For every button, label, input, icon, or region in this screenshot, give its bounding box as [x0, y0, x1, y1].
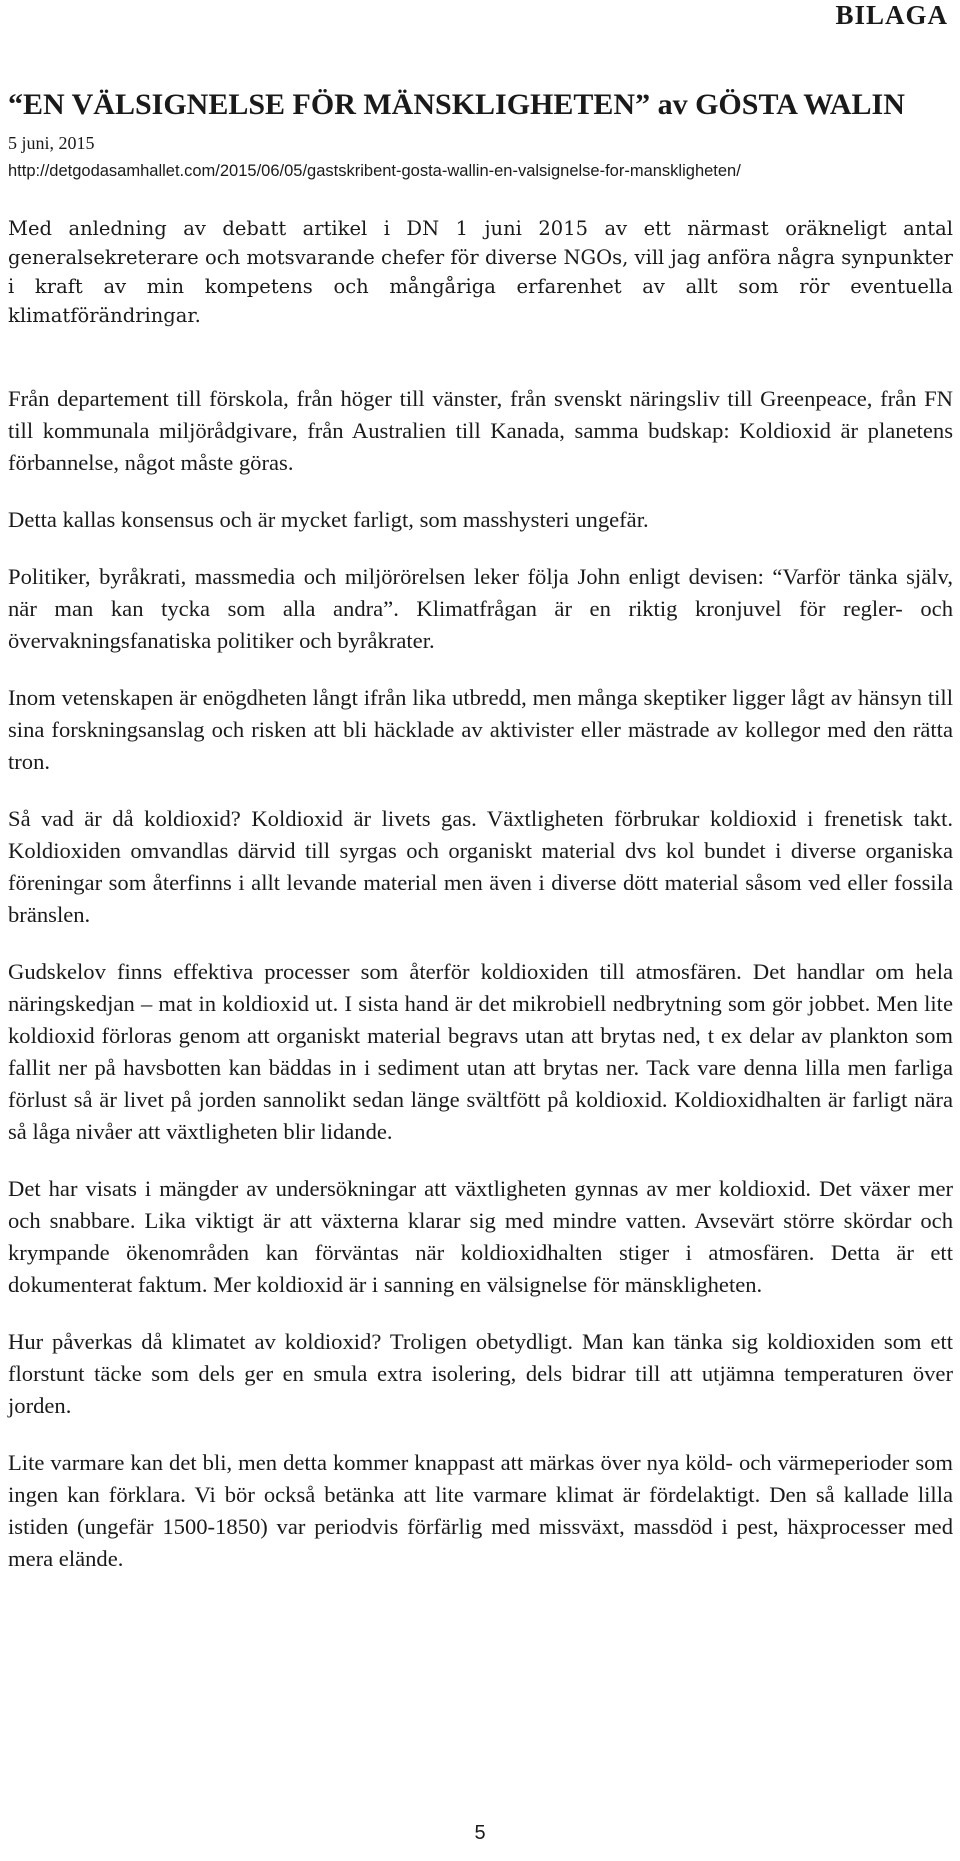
bilaga-label: BILAGA — [835, 0, 948, 30]
article-url[interactable]: http://detgodasamhallet.com/2015/06/05/gastskribent-gosta-wallin-en-valsignelse-for-manskligheten/ — [8, 162, 741, 180]
body-paragraph: Så vad är då koldioxid? Koldioxid är livets gas. Växtligheten förbrukar koldioxid i frenetisk takt. Koldioxiden omvandlas därvid till syrgas och organiskt material dvs kol bundet i diverse organiska föreningar som återfinns i allt levande material men även i diverse dött material såsom ved eller fossila bränslen. — [8, 806, 953, 927]
body-paragraph: Hur påverkas då klimatet av koldioxid? Troligen obetydligt. Man kan tänka sig koldioxiden som ett florstunt täcke som dels ger en smula extra isolering, dels bidrar till att utjämna temperaturen över jorden. — [8, 1329, 953, 1418]
article-title: “EN VÄLSIGNELSE FÖR MÄNSKLIGHETEN” av GÖSTA WALIN — [8, 88, 905, 121]
body-paragraph: Politiker, byråkrati, massmedia och miljörörelsen leker följa John enligt devisen: “Varför tänka själv, när man kan tycka som alla andra”. Klimatfrågan är en riktig kronjuvel för regler- och övervakningsfanatiska politiker och byråkrater. — [8, 564, 953, 653]
body-paragraph: Inom vetenskapen är enögdheten långt ifrån lika utbredd, men många skeptiker ligger lågt av hänsyn till sina forskningsanslag och risken att bli häcklade av aktivister eller mästrade av kollegor med den rätta tron. — [8, 685, 953, 774]
article-date: 5 juni, 2015 — [8, 133, 95, 153]
body-paragraph: Det har visats i mängder av undersökningar att växtligheten gynnas av mer koldioxid. Det växer mer och snabbare. Lika viktigt är att växterna klarar sig med mindre vatten. Avsevärt större skördar och krympande ökenområden kan förväntas när koldioxidhalten stiger i atmosfären. Detta är ett dokumenterat faktum. Mer koldioxid är i sanning en välsignelse för mänskligheten. — [8, 1176, 953, 1297]
body-paragraph: Från departement till förskola, från höger till vänster, från svenskt näringsliv till Greenpeace, från FN till kommunala miljörådgivare, från Australien till Kanada, samma budskap: Koldioxid är planetens förbannelse, något måste göras. — [8, 386, 953, 475]
body-paragraph: Detta kallas konsensus och är mycket farligt, som masshysteri ungefär. — [8, 507, 649, 532]
page-number: 5 — [474, 1822, 486, 1844]
article-body — [8, 383, 953, 1600]
body-paragraph: Lite varmare kan det bli, men detta kommer knappast att märkas över nya köld- och värmeperioder som ingen kan förklara. Vi bör också betänka att lite varmare klimat är fördelaktigt. Den så kallade lilla istiden (ungefär 1500-1850) var periodvis förfärlig med missväxt, massdöd i pest, häxprocesser med mera elände. — [8, 1450, 953, 1571]
body-paragraph: Gudskelov finns effektiva processer som återför koldioxiden till atmosfären. Det handlar om hela näringskedjan – mat in koldioxid ut. I sista hand är det mikrobiell nedbrytning som gör jobbet. Men lite koldioxid förloras genom att organiskt material begravs utan att brytas ned, t ex delar av plankton som fallit ner på havsbotten kan bäddas in i sediment utan att brytas ner. Tack vare denna lilla men farliga förlust så är livet på jorden sannolikt sedan länge svältfött på koldioxid. Koldioxidhalten är farligt nära så låga nivåer att växtligheten blir lidande. — [8, 959, 953, 1144]
intro-paragraph: Med anledning av debatt artikel i DN 1 juni 2015 av ett närmast oräkneligt antal generalsekreterare och motsvarande chefer för diverse NGOs, vill jag anföra några synpunkter i kraft av min kompetens och mångåriga erfarenhet av allt som rör eventuella klimatförändringar. — [8, 217, 953, 327]
